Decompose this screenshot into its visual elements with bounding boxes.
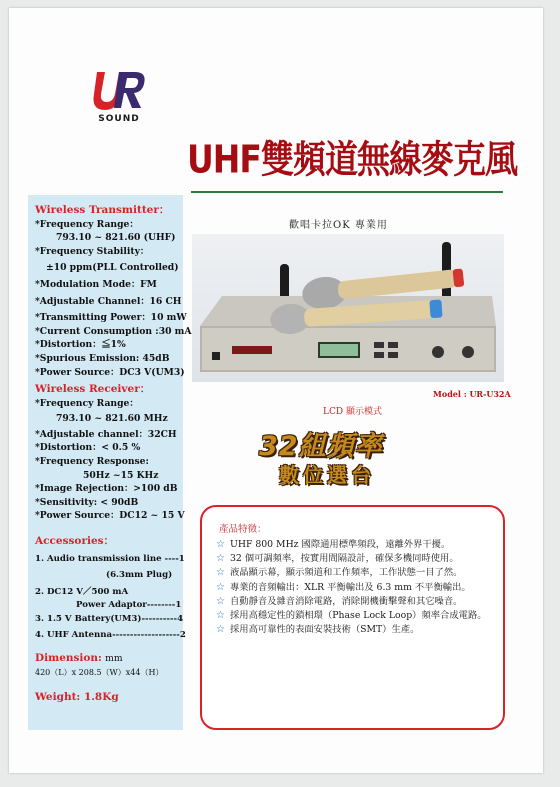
ur-sound-logo [89,66,149,126]
spec-value: ±10 ppm(PLL Controlled) [46,262,179,274]
spec-line: *Modulation Mode：FM [35,278,157,290]
spec-line: *Frequency Response: [35,455,149,467]
star-icon: ☆ [216,610,225,622]
transmitter-section [28,204,192,379]
spec-line: *Image Rejection：>100 dB [35,483,178,495]
transmitter-heading: Wireless Transmitter： [35,204,170,216]
dimension-section [28,652,163,679]
logo-sound-text: SOUND [98,114,140,124]
feature-item: ☆ 採用高穩定性的鎖相環（Phase Lock Loop）頻率合成電路。 [216,609,495,623]
accessory-item: 3. 1.5 V Battery(UM3)----------4 [35,613,184,624]
spec-line: *Sensitivity: < 90dB [35,496,139,508]
weight-value: Weight: 1.8Kg [35,691,119,703]
spec-value: 793.10 ~ 821.60 MHz [56,413,168,425]
spec-line: *Adjustable Channel：16 CH [35,295,182,307]
feature-item: ☆ UHF 800 MHz 國際通用標準頻段，遠離外界干擾。 [216,538,495,552]
star-icon: ☆ [216,539,225,550]
subtitle: 歡唱卡拉OK 專業用 [289,220,388,231]
star-icon: ☆ [216,553,225,565]
spec-line: *Distortion：≦1% [35,339,126,351]
spec-line: *Current Consumption :30 mA [35,325,192,337]
dimension-value: 420（L）x 208.5（W）x44（H） [35,667,164,677]
features-box [200,505,505,730]
spec-line: *Frequency Range： [35,397,139,409]
spec-line: *Adjustable channel：32CH [35,428,177,440]
spec-line: *Power Source：DC3 V(UM3) [35,366,185,378]
accessory-item-detail: Power Adaptor--------1 [76,600,182,611]
feature-item: ☆ 專業的音頻輸出：XLR 平衡輸出及 6.3 mm 不平衡輸出。 [216,581,495,595]
dimension-label: Dimension: [35,652,102,664]
star-icon: ☆ [216,567,225,579]
accessory-item-detail: (6.3mm Plug) [106,570,173,581]
spec-value: 793.10 ~ 821.60 (UHF) [56,232,176,244]
star-icon: ☆ [216,581,225,593]
title-rule [191,191,503,193]
headline-digital-select: 數位選台 [279,463,375,487]
dimension-unit: mm [105,653,123,664]
spec-line: *Frequency Range： [35,218,139,230]
spec-line: *Spurious Emission: 45dB [35,352,170,364]
model-number: Model : UR-U32A [433,389,511,399]
brochure-page [9,8,543,773]
features-heading: 產品特徵： [219,524,267,535]
headline-frequencies: 32組頻率 [259,431,383,462]
receiver-heading: Wireless Receiver： [35,383,151,395]
microphone-receiver-photo [192,234,504,382]
accessory-item: 4. UHF Antenna-------------------2 [35,629,186,640]
spec-line: *Frequency Stability： [35,245,150,257]
page-title: UHF雙頻道無線麥克風 [187,136,517,182]
spec-value: 50Hz ~15 KHz [83,469,159,481]
accessories-section [28,535,186,642]
feature-item: ☆ 32 個可調頻率，按實用間隔設計，確保多機同時使用。 [216,552,495,566]
receiver-section [28,383,185,523]
spec-line: *Power Source：DC12 ~ 15 V [35,510,185,522]
spec-line: *Distortion：< 0.5 % [35,442,141,454]
star-icon: ☆ [216,595,225,607]
feature-item: ☆ 自動靜音及雜音消除電路，消除開機衝擊聲和其它噪音。 [216,595,495,609]
feature-item: ☆ 液晶顯示幕，顯示頻道和工作頻率，工作狀態一目了然。 [216,566,495,580]
accessory-item: 1. Audio transmission line ----1 [35,553,185,564]
lcd-label: LCD 顯示模式 [323,407,382,417]
star-icon: ☆ [216,624,225,636]
weight-section [28,691,119,705]
accessory-item: 2. DC12 V／500 mA [35,586,129,597]
spec-line: *Transmitting Power：10 mW [35,312,187,324]
accessories-heading: Accessories： [35,535,115,547]
feature-item: ☆ 採用高可靠性的表面安裝技術（SMT）生產。 [216,623,495,637]
spec-panel [28,195,192,730]
